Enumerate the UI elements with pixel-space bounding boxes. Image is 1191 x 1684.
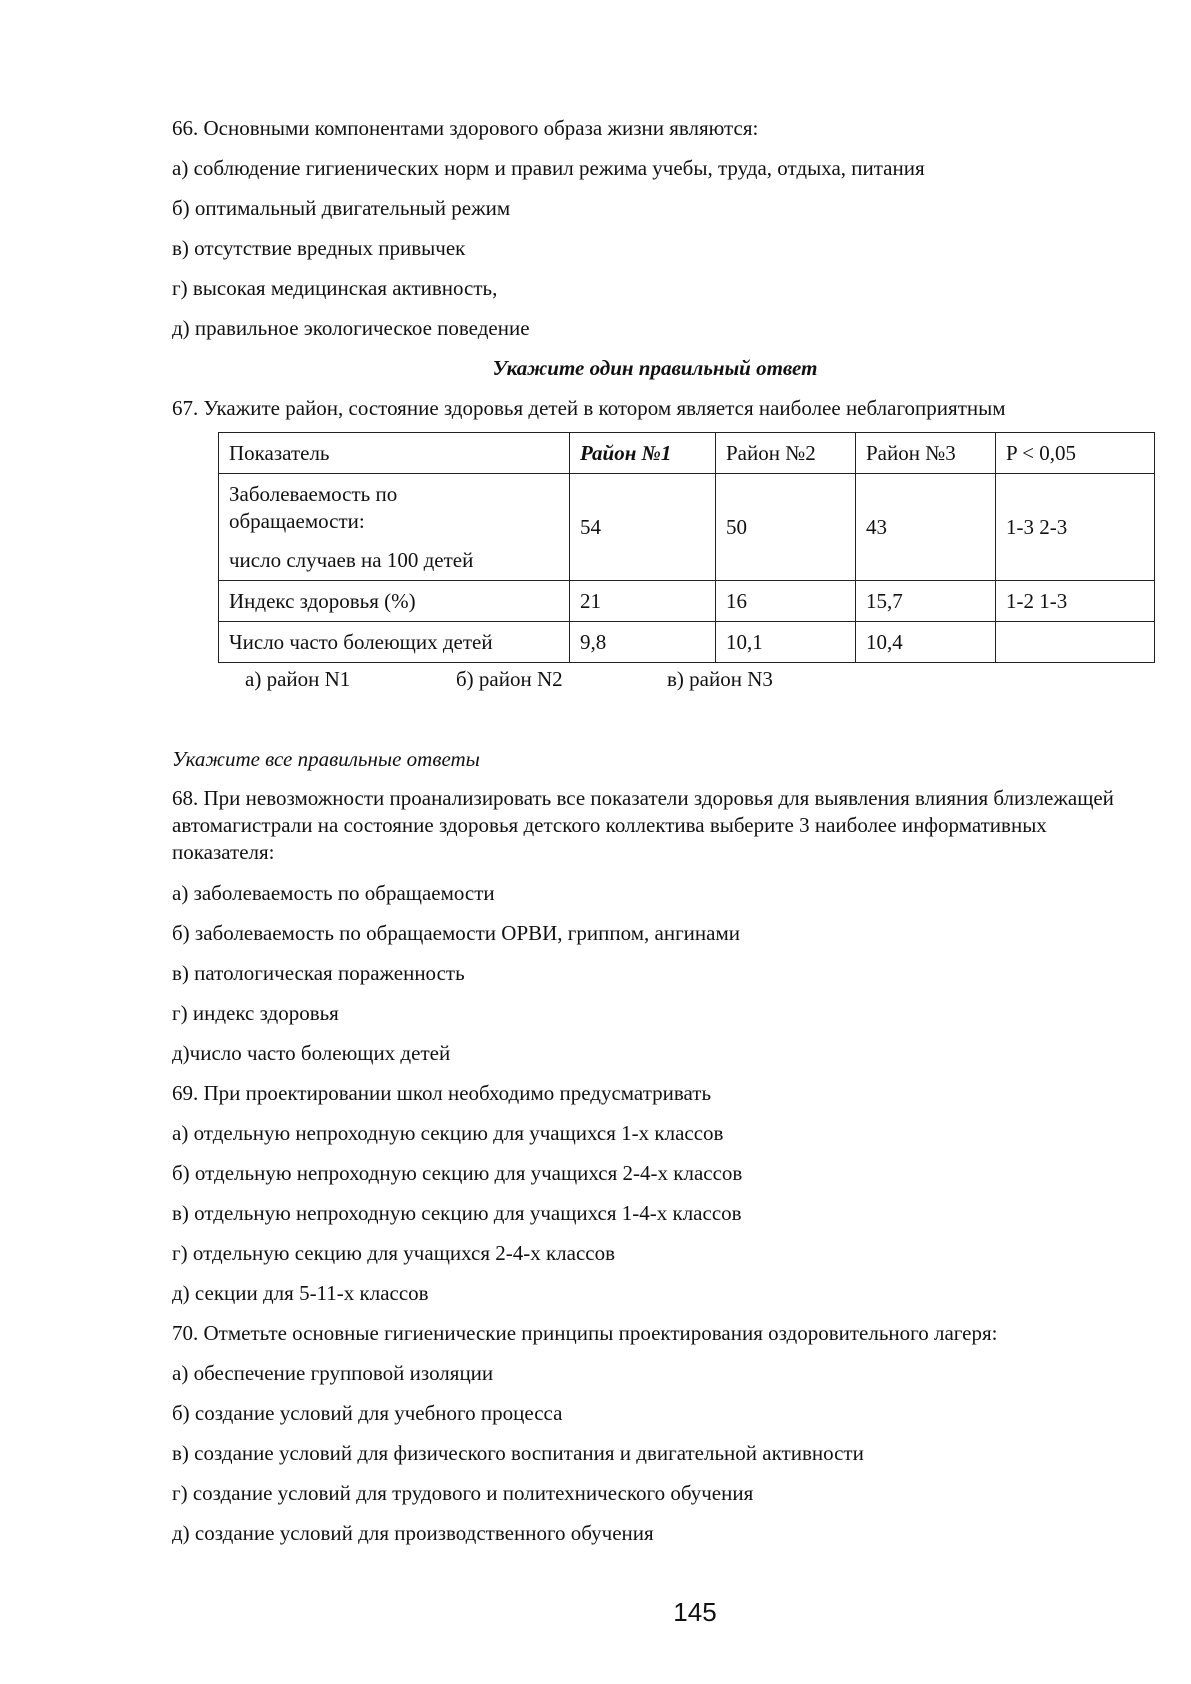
table-header-cell: Район №2 (716, 433, 856, 474)
q67-table (218, 432, 1155, 663)
table-row-label: Число часто болеющих детей (219, 622, 570, 663)
table-cell: 9,8 (570, 622, 716, 663)
q66-option-e: д) правильное экологическое поведение (172, 316, 530, 340)
q69-option-c: в) отдельную непроходную секцию для учащихся 1-4-х классов (172, 1201, 742, 1225)
q68-option-c: в) патологическая пораженность (172, 961, 465, 985)
table-row (219, 474, 1155, 581)
table-cell: 15,7 (856, 581, 996, 622)
q68-question: 68. При невозможности проанализировать все показатели здоровья для выявления влияния близлежащей автомагистрали на состояние здоровья детского коллектива выберите 3 наиболее информативных показателя: (172, 786, 1114, 864)
q66-question: 66. Основными компонентами здорового образа жизни являются: (172, 116, 759, 140)
table-row-label-line: Заболеваемость по (229, 482, 398, 506)
table-header-row (219, 433, 1155, 474)
q70-option-c: в) создание условий для физического воспитания и двигательной активности (172, 1441, 864, 1465)
page-number: 145 (673, 1597, 717, 1627)
table-cell (996, 622, 1155, 663)
table-row-label-line: число случаев на 100 детей (229, 548, 474, 572)
q69-option-e: д) секции для 5-11-х классов (172, 1281, 429, 1305)
q68-option-b: б) заболеваемость по обращаемости ОРВИ, гриппом, ангинами (172, 921, 741, 945)
table-cell: 43 (856, 474, 996, 581)
q68-option-d: г) индекс здоровья (172, 1001, 339, 1025)
table-cell: 21 (570, 581, 716, 622)
q70-option-a: а) обеспечение групповой изоляции (172, 1361, 494, 1385)
q69-option-b: б) отдельную непроходную секцию для учащихся 2-4-х классов (172, 1161, 743, 1185)
table-row (219, 581, 1155, 622)
instruction-single-answer: Укажите один правильный ответ (492, 356, 818, 380)
table-cell: 16 (716, 581, 856, 622)
instruction-multiple-answers: Укажите все правильные ответы (172, 747, 480, 771)
table-header-cell: Район №1 (570, 433, 716, 474)
table-cell: 10,4 (856, 622, 996, 663)
q69-question: 69. При проектировании школ необходимо предусматривать (172, 1081, 712, 1105)
q66-option-d: г) высокая медицинская активность, (172, 276, 498, 300)
table-cell: 1-3 2-3 (996, 474, 1155, 581)
q67-option-a: а) район N1 (245, 667, 351, 691)
table-row-label (219, 474, 570, 581)
table-row-label: Индекс здоровья (%) (219, 581, 570, 622)
q67-option-c: в) район N3 (667, 667, 773, 691)
table-cell: 1-2 1-3 (996, 581, 1155, 622)
table-row-label-line: обращаемости: (229, 509, 365, 533)
q66-option-b: б) оптимальный двигательный режим (172, 196, 511, 220)
q68-option-e: д)число часто болеющих детей (172, 1041, 451, 1065)
q67-option-b: б) район N2 (456, 667, 563, 691)
table-cell: 50 (716, 474, 856, 581)
q66-option-c: в) отсутствие вредных привычек (172, 236, 466, 260)
table-cell: 54 (570, 474, 716, 581)
q69-option-a: а) отдельную непроходную секцию для учащихся 1-х классов (172, 1121, 724, 1145)
q70-option-b: б) создание условий для учебного процесса (172, 1401, 563, 1425)
q66-option-a: а) соблюдение гигиенических норм и правил режима учебы, труда, отдыха, питания (172, 156, 925, 180)
table-row (219, 622, 1155, 663)
table-header-cell: Район №3 (856, 433, 996, 474)
table-header-cell: Показатель (219, 433, 570, 474)
q68-option-a: а) заболеваемость по обращаемости (172, 881, 495, 905)
table-cell: 10,1 (716, 622, 856, 663)
table-header-cell: P < 0,05 (996, 433, 1155, 474)
q69-option-d: г) отдельную секцию для учащихся 2-4-х классов (172, 1241, 616, 1265)
q67-question: 67. Укажите район, состояние здоровья детей в котором является наиболее неблагоприятным (172, 396, 1006, 420)
q70-option-e: д) создание условий для производственного обучения (172, 1521, 654, 1545)
q70-question: 70. Отметьте основные гигиенические принципы проектирования оздоровительного лагеря: (172, 1321, 998, 1345)
q70-option-d: г) создание условий для трудового и политехнического обучения (172, 1481, 754, 1505)
